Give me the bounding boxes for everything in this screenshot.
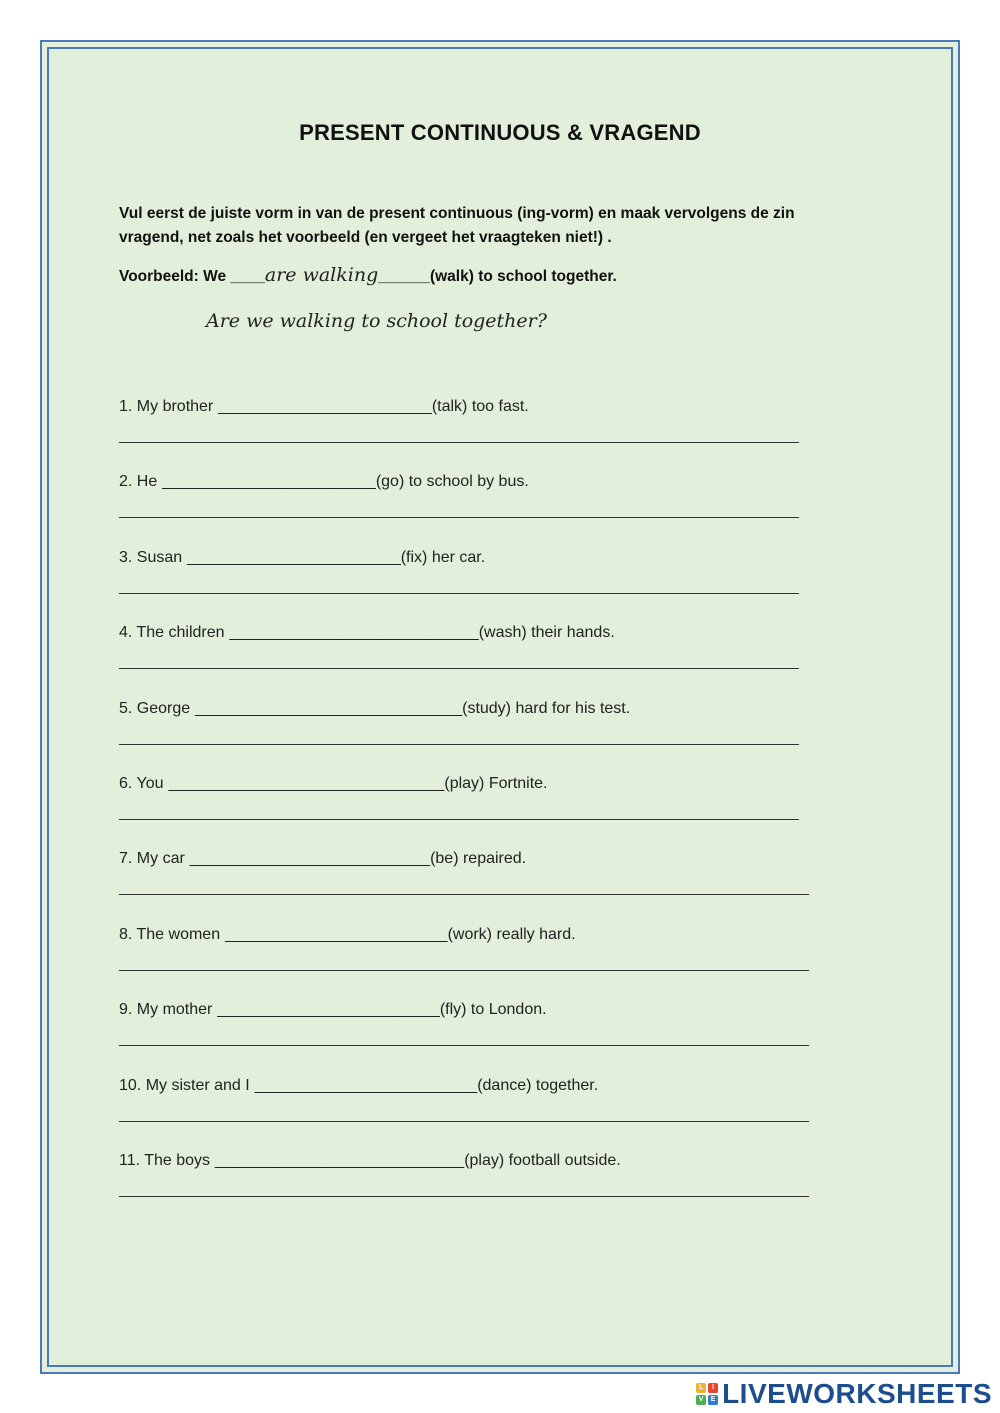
question-prompt: 7. My car — [119, 850, 185, 868]
fill-in-blank[interactable]: ____________________________ — [229, 624, 479, 642]
answer-line[interactable] — [119, 970, 809, 971]
answer-line[interactable] — [119, 894, 809, 895]
question-rest: (work) really hard. — [447, 925, 576, 943]
fill-in-blank[interactable]: ________________________ — [162, 473, 376, 491]
answer-line[interactable] — [119, 744, 799, 745]
question-7 — [119, 850, 526, 868]
question-rest: (wash) their hands. — [478, 624, 615, 642]
fill-in-blank[interactable]: ________________________ — [218, 398, 432, 415]
question-9 — [119, 1001, 547, 1019]
question-rest: (play) football outside. — [464, 1152, 621, 1169]
answer-line[interactable] — [119, 442, 799, 443]
question-prompt: 1. My brother — [119, 398, 214, 415]
question-rest: (fly) to London. — [439, 1001, 547, 1019]
question-prompt: 6. You — [119, 775, 164, 792]
fill-in-blank[interactable]: ______________________________ — [195, 699, 463, 717]
logo-square: V — [696, 1395, 706, 1405]
question-1 — [119, 398, 529, 416]
question-rest: (dance) together. — [477, 1076, 599, 1094]
logo-square: L — [696, 1383, 706, 1393]
question-rest: (talk) too fast. — [431, 398, 529, 415]
question-prompt: 2. He — [119, 473, 158, 491]
question-8 — [119, 926, 576, 944]
fill-in-blank[interactable]: ___________________________ — [189, 850, 431, 868]
example-question-answer: Are we walking to school together? — [206, 310, 547, 332]
question-prompt: 5. George — [119, 699, 191, 717]
question-3 — [119, 549, 485, 567]
fill-in-blank[interactable]: ____________________________ — [215, 1152, 465, 1169]
example-suffix: ______(walk) to school together. — [378, 268, 617, 285]
question-rest: (study) hard for his test. — [462, 699, 631, 717]
question-prompt: 10. My sister and I — [119, 1076, 250, 1094]
fill-in-blank[interactable]: _________________________ — [225, 925, 448, 943]
logo-text: LIVEWORKSHEETS — [722, 1378, 992, 1409]
fill-in-blank[interactable]: _________________________ — [217, 1001, 440, 1019]
fill-in-blank[interactable]: _______________________________ — [168, 775, 445, 792]
fill-in-blank[interactable]: _________________________ — [254, 1076, 478, 1094]
question-rest: (go) to school by bus. — [375, 473, 529, 491]
page-border — [40, 40, 960, 1374]
question-10 — [119, 1077, 598, 1095]
question-11 — [119, 1152, 621, 1170]
logo-square: I — [708, 1383, 718, 1393]
answer-line[interactable] — [119, 668, 799, 669]
fill-in-blank[interactable]: ________________________ — [187, 548, 401, 566]
question-rest: (be) repaired. — [430, 850, 527, 868]
question-prompt: 8. The women — [119, 925, 221, 943]
question-prompt: 9. My mother — [119, 1001, 213, 1019]
question-6 — [119, 775, 548, 793]
logo-icon — [696, 1383, 718, 1405]
page-title: PRESENT CONTINUOUS & VRAGEND — [299, 120, 701, 145]
question-prompt: 3. Susan — [119, 548, 183, 566]
question-5 — [119, 700, 630, 718]
instructions: Vul eerst de juiste vorm in van de present continuous (ing-vorm) en maak vervolgens de zin vragend, net zoals het voorbeeld (en vergeet het vraagteken niet!) . — [119, 205, 795, 246]
answer-line[interactable] — [119, 1045, 809, 1046]
answer-line[interactable] — [119, 517, 799, 518]
question-prompt: 11. The boys — [119, 1152, 211, 1169]
example-filled-answer: are walking — [264, 264, 379, 286]
question-4 — [119, 624, 615, 642]
answer-line[interactable] — [119, 1196, 809, 1197]
answer-line[interactable] — [119, 593, 799, 594]
question-2 — [119, 473, 529, 491]
question-rest: (fix) her car. — [400, 548, 486, 566]
answer-line[interactable] — [119, 819, 799, 820]
example-sentence — [119, 264, 839, 286]
question-rest: (play) Fortnite. — [444, 775, 548, 792]
logo-square: E — [708, 1395, 718, 1405]
example-prefix: Voorbeeld: We ____ — [119, 268, 265, 285]
question-prompt: 4. The children — [119, 624, 225, 642]
answer-line[interactable] — [119, 1121, 809, 1122]
liveworksheets-logo — [696, 1378, 992, 1410]
